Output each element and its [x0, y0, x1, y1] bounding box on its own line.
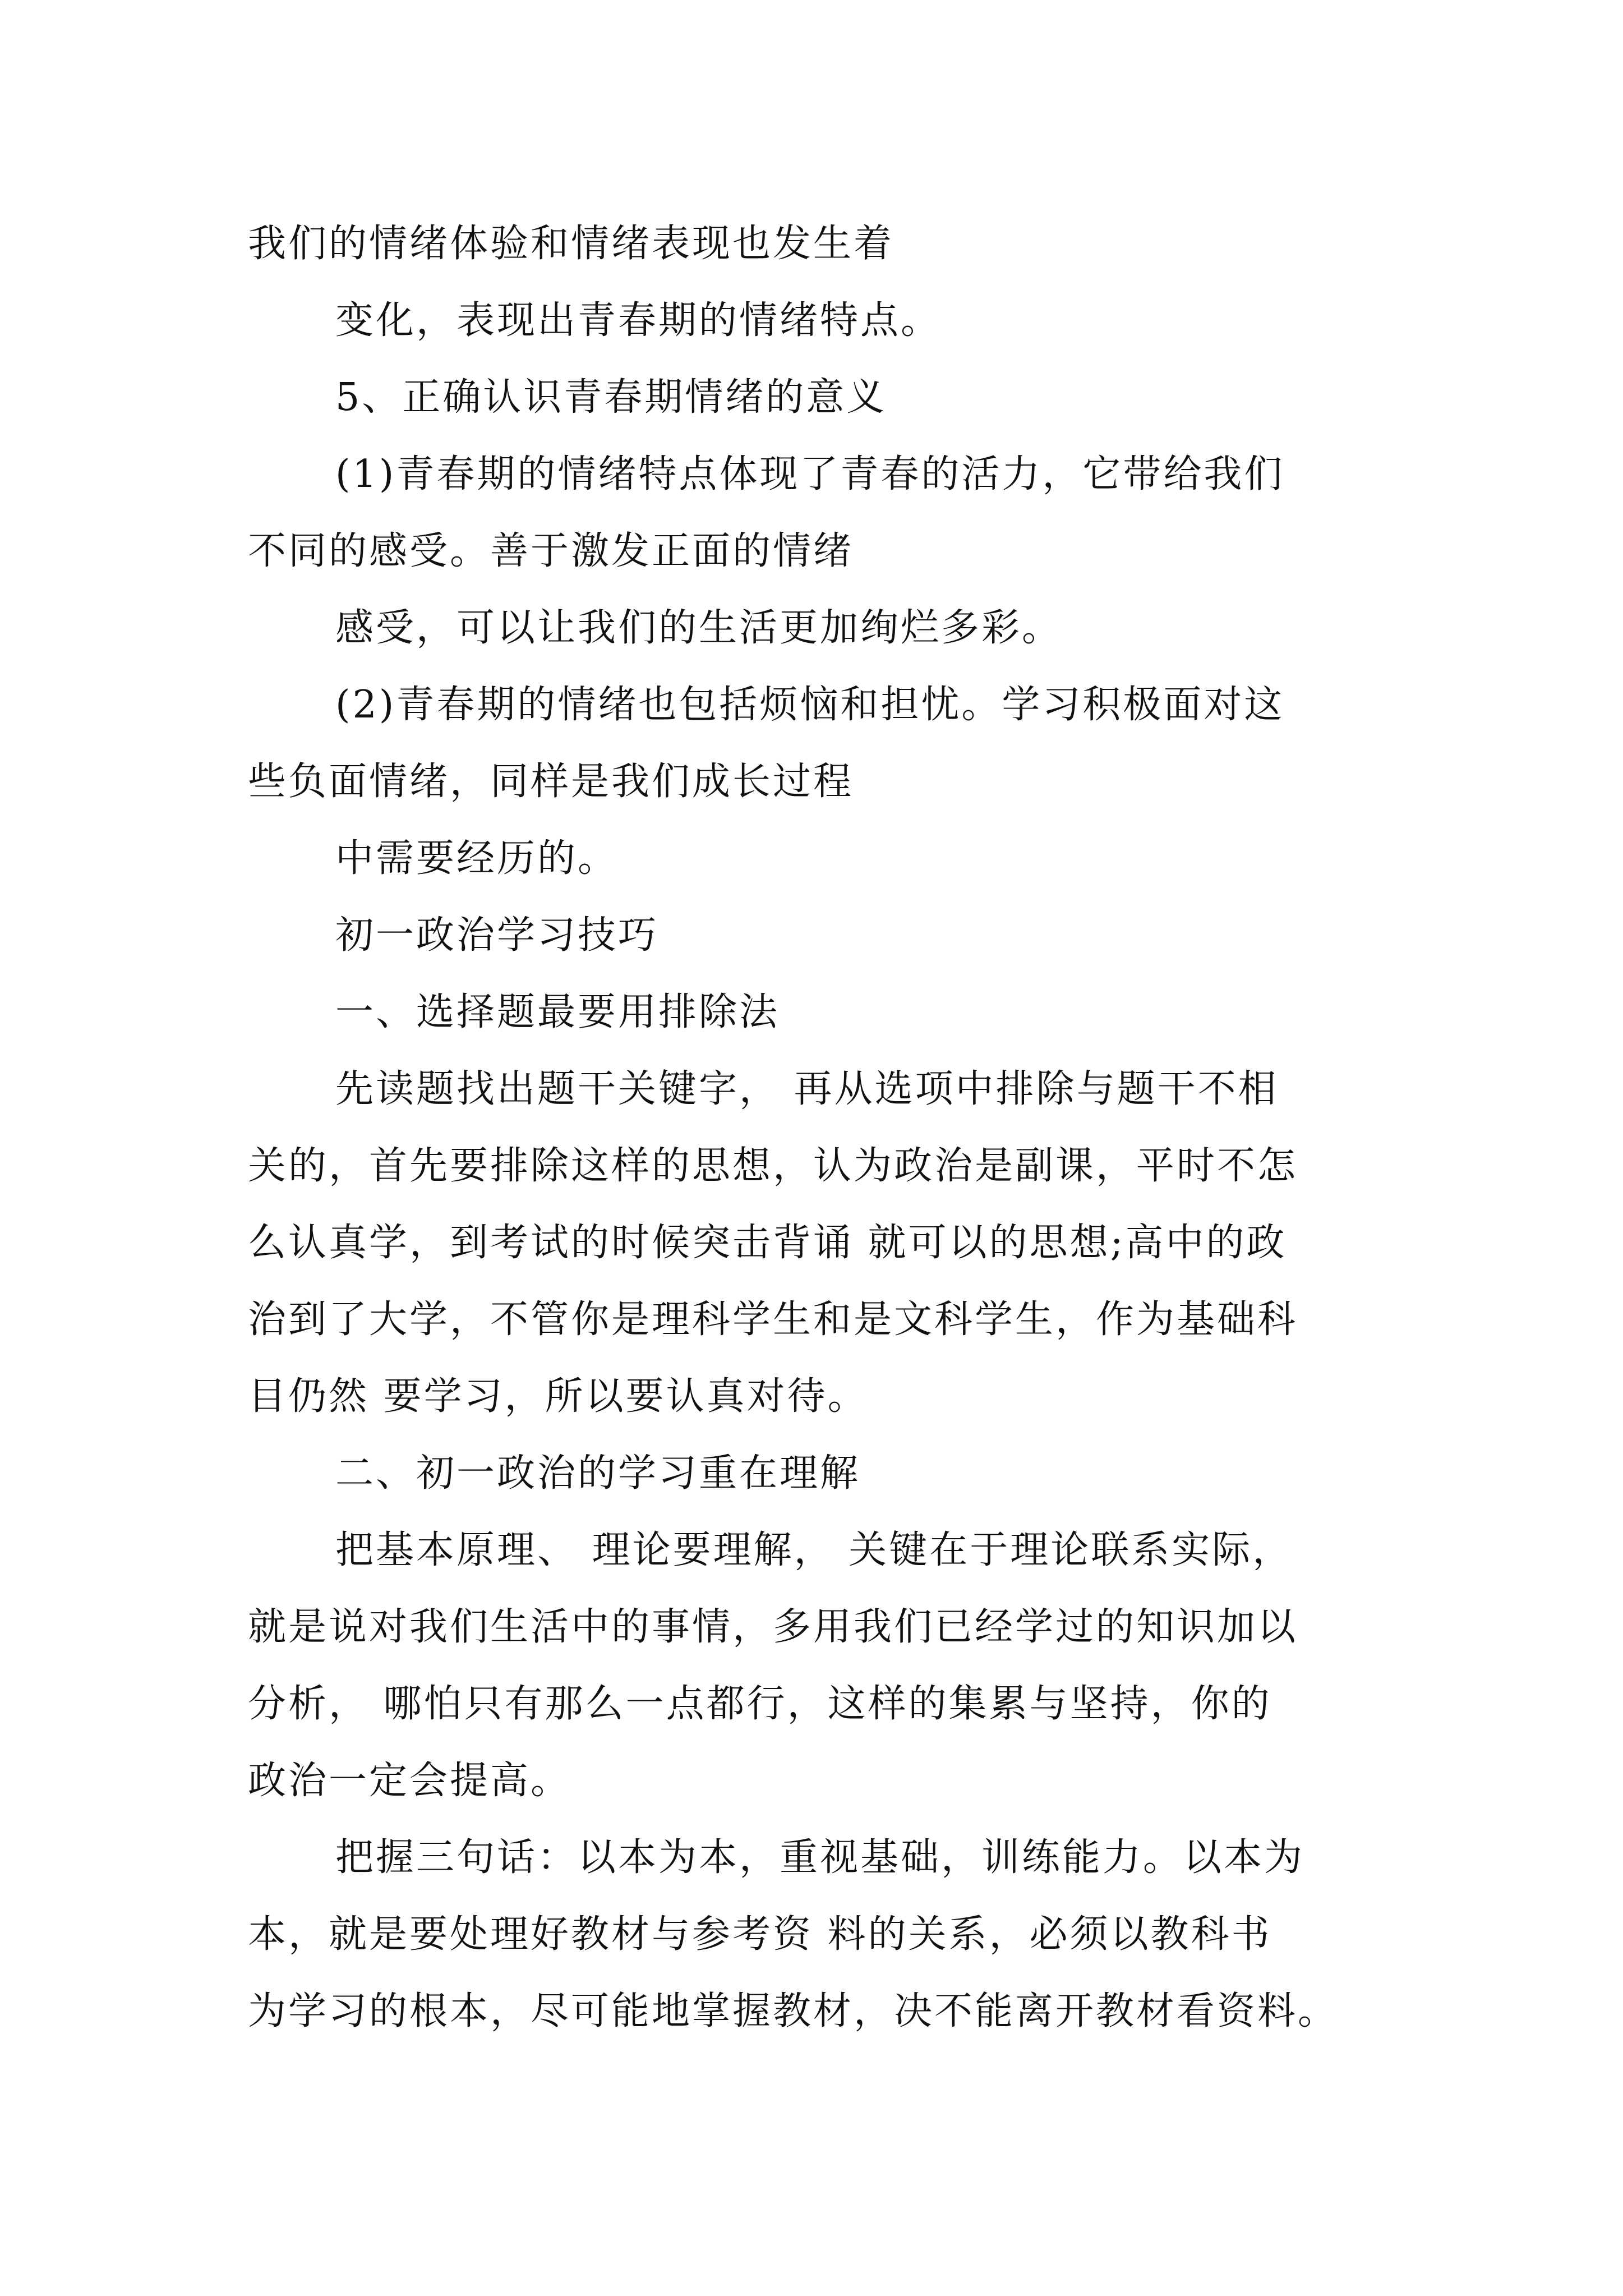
text-line: 就是说对我们生活中的事情，多用我们已经学过的知识加以	[248, 1605, 1298, 1649]
text-line: 把基本原理、 理论要理解， 关键在于理论联系实际，	[335, 1528, 1293, 1572]
text-line: 中需要经历的。	[335, 836, 619, 881]
text-line: 些负面情绪，同样是我们成长过程	[248, 760, 854, 804]
text-line: 我们的情绪体验和情绪表现也发生着	[248, 222, 895, 266]
text-line: 感受，可以让我们的生活更加绚烂多彩。	[335, 606, 1063, 650]
text-line: 政治一定会提高。	[248, 1759, 571, 1803]
section-heading: 初一政治学习技巧	[335, 913, 659, 958]
text-line: 本，就是要处理好教材与参考资 料的关系，必须以教科书	[248, 1912, 1272, 1957]
text-line: 把握三句话：以本为本，重视基础，训练能力。以本为	[335, 1835, 1305, 1880]
text-line: 变化，表现出青春期的情绪特点。	[335, 298, 942, 343]
text-line: 为学习的根本，尽可能地掌握教材，决不能离开教材看资料。	[248, 1989, 1339, 2033]
section-heading: 一、选择题最要用排除法	[335, 990, 780, 1034]
text-line: 关的，首先要排除这样的思想，认为政治是副课，平时不怎	[248, 1144, 1298, 1188]
text-line: (1)青春期的情绪特点体现了青春的活力，它带给我们	[335, 452, 1285, 496]
text-line: 治到了大学，不管你是理科学生和是文科学生，作为基础科	[248, 1297, 1298, 1342]
text-line: 5、正确认识青春期情绪的意义	[335, 375, 887, 420]
text-line: 不同的感受。善于激发正面的情绪	[248, 529, 854, 573]
text-line: 先读题找出题干关键字， 再从选项中排除与题干不相	[335, 1067, 1279, 1111]
text-line: 么认真学，到考试的时候突击背诵 就可以的思想;高中的政	[248, 1221, 1287, 1265]
text-line: 目仍然 要学习，所以要认真对待。	[248, 1374, 868, 1419]
text-line: (2)青春期的情绪也包括烦恼和担忧。学习积极面对这	[335, 683, 1285, 727]
section-heading: 二、初一政治的学习重在理解	[335, 1451, 861, 1496]
text-line: 分析， 哪怕只有那么一点都行，这样的集累与坚持，你的	[248, 1682, 1272, 1726]
